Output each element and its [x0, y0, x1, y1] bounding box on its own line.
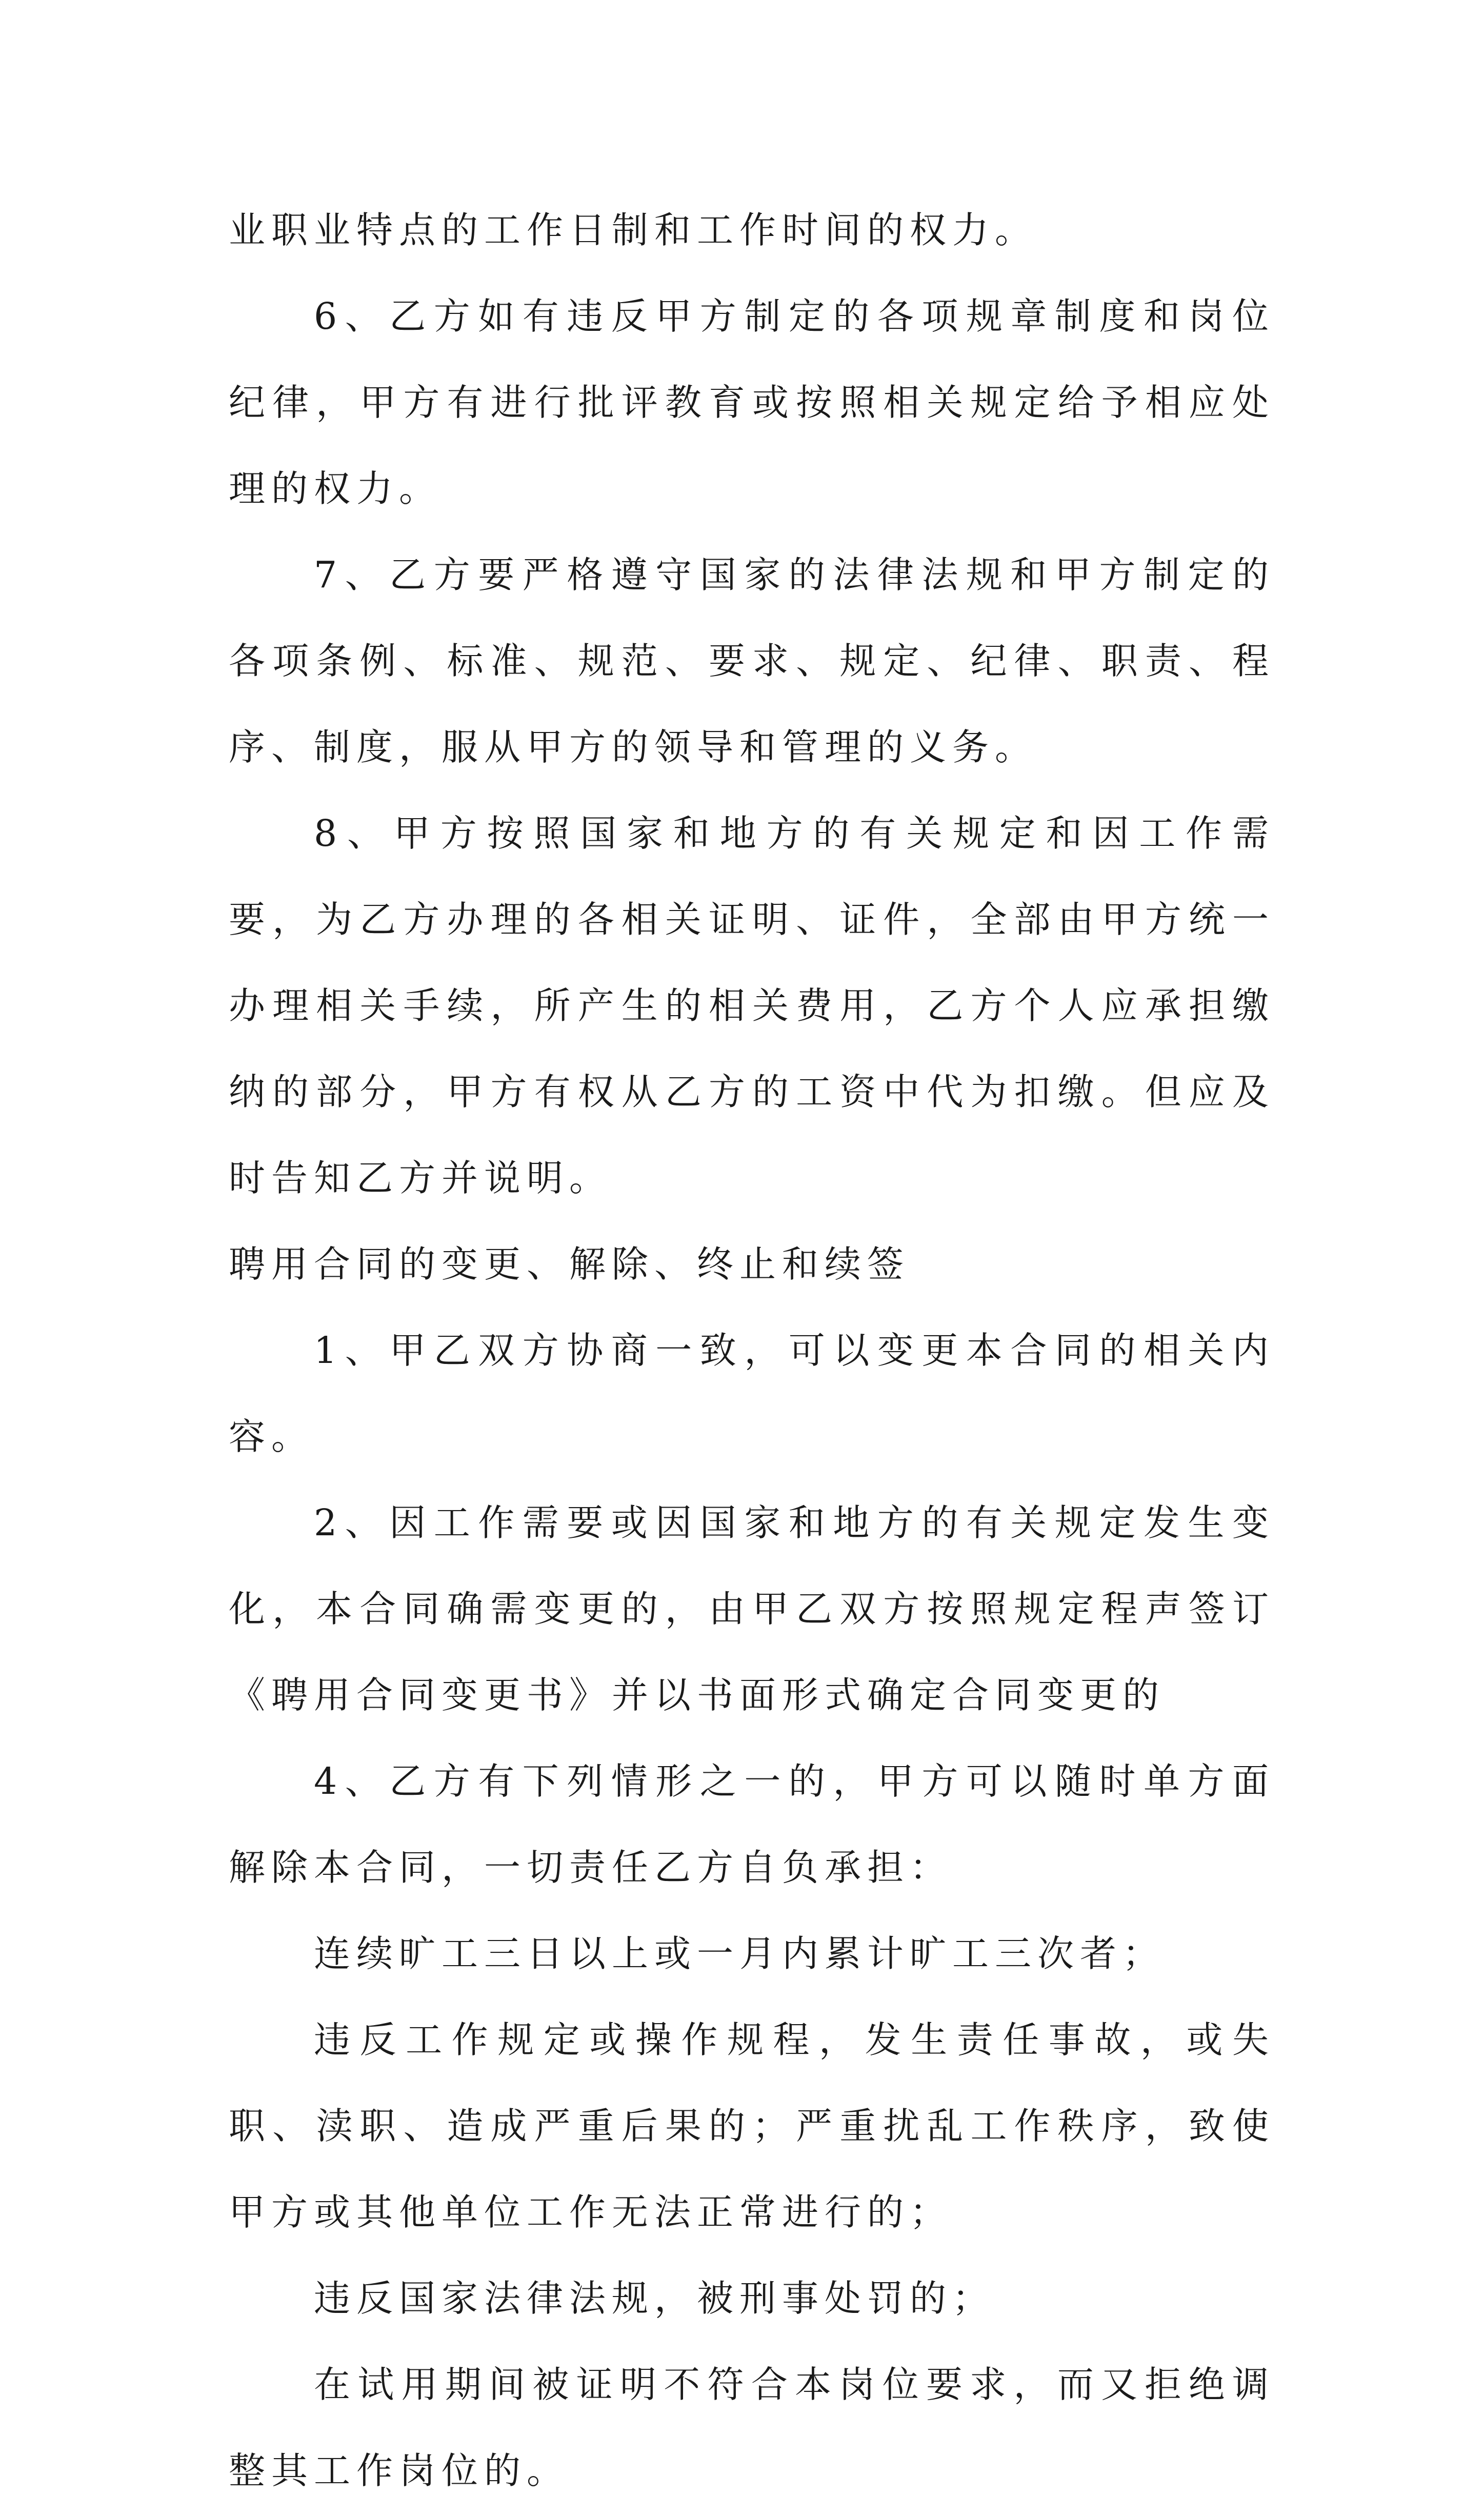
clause-7: 7、乙方要严格遵守国家的法律法规和甲方制定的各项条例、标准、规范、要求、规定、纪律、职责、程序、制度，服从甲方的领导和管理的义务。 [229, 553, 1275, 768]
clause-6: 6、乙方如有违反甲方制定的各项规章制度和岗位纪律，甲方有进行批评教育或按照相关规定给予相应处理的权力。 [229, 295, 1275, 510]
document-body [229, 187, 1275, 2514]
section-heading: 聘用合同的变更、解除、终止和续签 [229, 1243, 910, 1285]
change-clause-2: 2、因工作需要或因国家和地方的有关规定发生变化，本合同确需变更的，由甲乙双方按照规定程声签订《聘用合同变更书》并以书面形式确定合同变更的 [229, 1501, 1275, 1716]
change-clause-1: 1、甲乙双方协商一致，可以变更本合同的相关内容。 [229, 1329, 1275, 1458]
termination-item-criminal: 违反国家法律法规，被刑事处罚的； [314, 2277, 995, 2320]
clause-8: 8、甲方按照国家和地方的有关规定和因工作需要，为乙方办理的各相关证明、证件，全部由甲方统一办理相关手续，所产生的相关费用，乙方个人应承担缴纳的部分，甲方有权从乙方的工资中代为扣缴。但应及时告知乙方并说明。 [229, 812, 1275, 1199]
termination-item-absence: 连续旷工三日以上或一月内累计旷工三次者； [314, 1932, 1166, 1975]
termination-item-violation: 违反工作规定或操作规程，发生责任事故，或失职、渎职、造成严重后果的；严重扰乱工作秩序，致使甲方或其他单位工作无法正常进行的； [229, 2018, 1275, 2233]
change-clause-4: 4、乙方有下列情形之一的，甲方可以随时单方面解除本合同，一切责任乙方自负承担： [229, 1760, 1275, 1889]
paragraph-continuation: 业职业特点的工作日制和工作时间的权力。 [229, 209, 1038, 251]
termination-item-probation: 在试用期间被证明不符合本岗位要求，而又拒绝调整其工作岗位的。 [229, 2363, 1275, 2492]
